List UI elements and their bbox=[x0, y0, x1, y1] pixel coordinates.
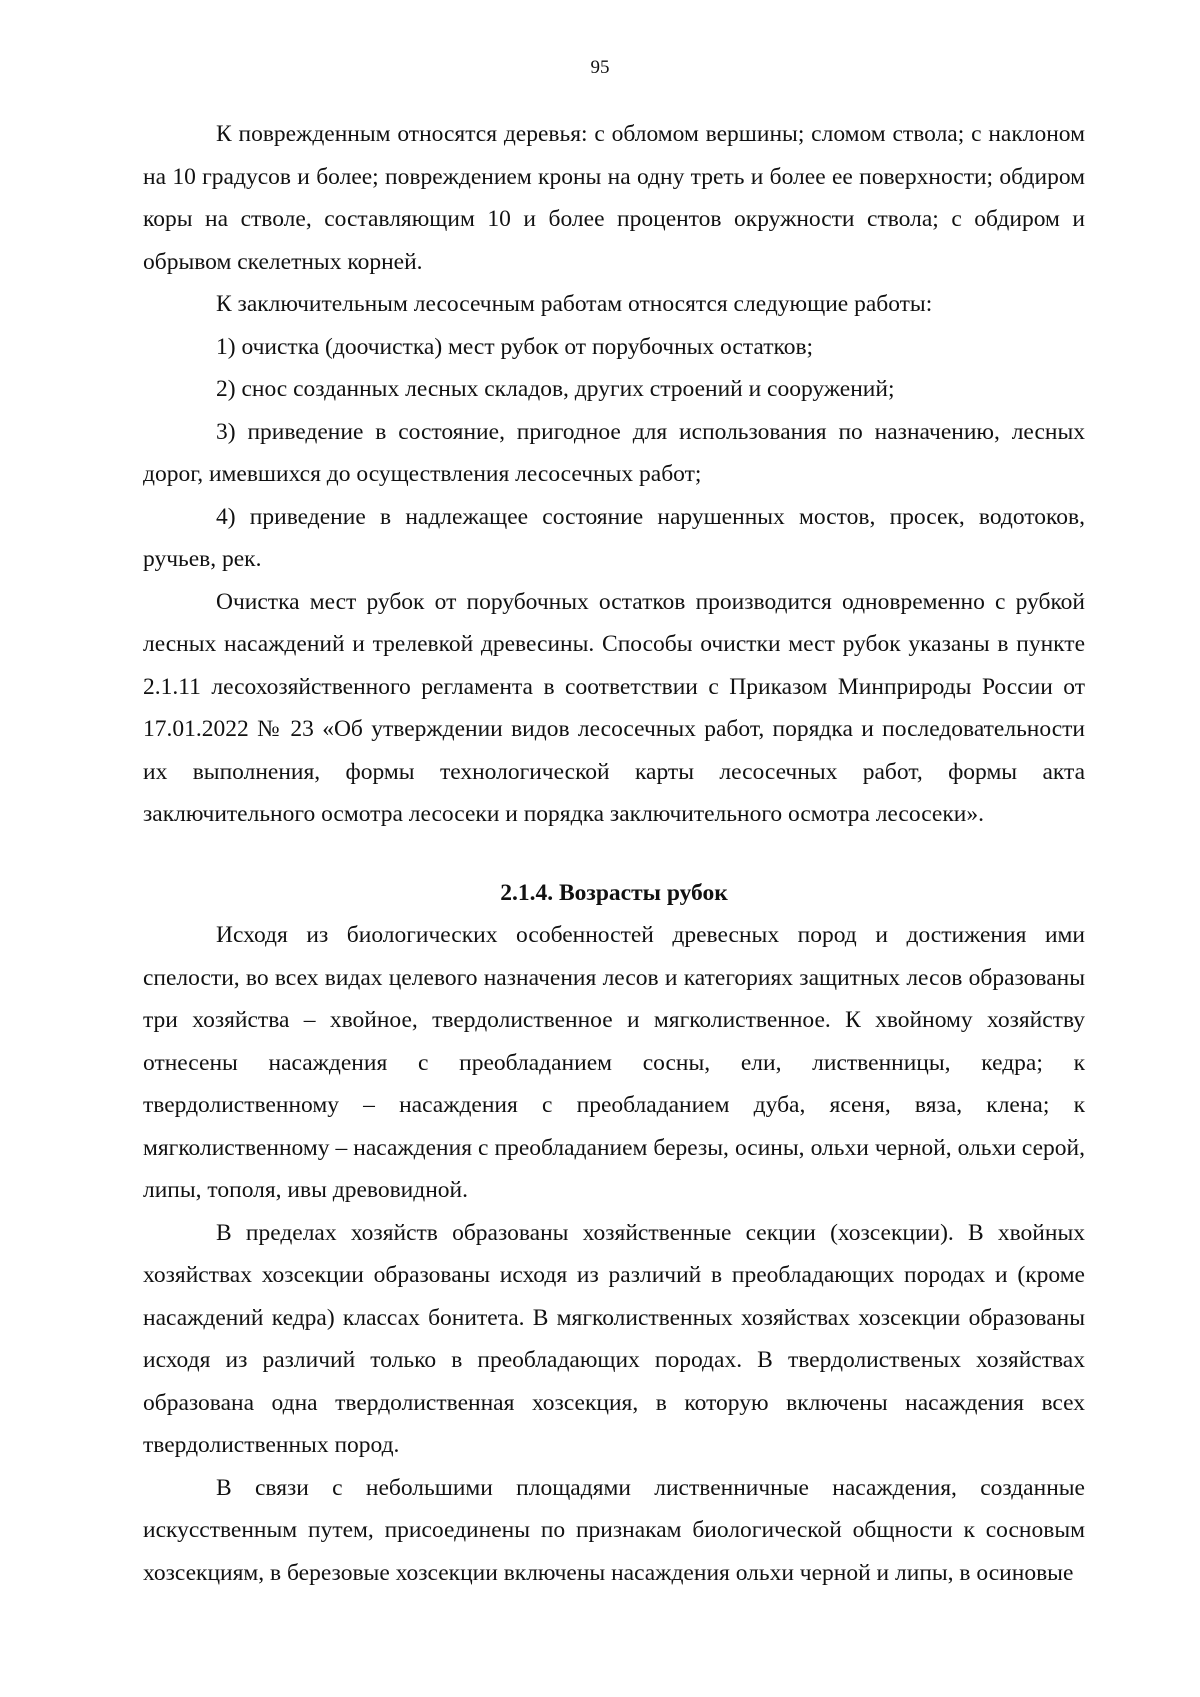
section-heading: 2.1.4. Возрасты рубок bbox=[500, 879, 728, 906]
paragraph-larch: В связи с небольшими площадями лиственничные насаждения, созданные искусственным путем, присоединены по признакам биологической общности к сосновым хозсекциям, в березовые хозсекции включены насаждения ольхи черной и липы, в осиновые bbox=[143, 1474, 1085, 1586]
list-item-3: 3) приведение в состояние, пригодное для использования по назначению, лесных дорог, имевшихся до осуществления лесосечных работ; bbox=[143, 418, 1085, 487]
paragraph-cleaning: Очистка мест рубок от порубочных остатков производится одновременно с рубкой лесных насаждений и трелевкой древесины. Способы очистки мест рубок указаны в пункте 2.1.11 лесохозяйственного регламента в соответствии с Приказом Минприроды России от 17.01.2022 № 23 «Об утверждении видов лесосечных работ, порядка и последовательности их выполнения, формы технологической карты лесосечных работ, формы акта заключительного осмотра лесосеки и порядка заключительного осмотра лесосеки». bbox=[143, 588, 1085, 827]
paragraph-damaged-trees: К поврежденным относятся деревья: с обломом вершины; сломом ствола; с наклоном на 10 градусов и более; повреждением кроны на одну треть и более ее поверхности; обдиром коры на стволе, составляющим 10 и более процентов окружности ствола; с обдиром и обрывом скелетных корней. bbox=[143, 121, 1085, 275]
list-item-2: 2) снос созданных лесных складов, других строений и сооружений; bbox=[216, 376, 895, 402]
list-item-4: 4) приведение в надлежащее состояние нарушенных мостов, просек, водотоков, ручьев, рек. bbox=[143, 503, 1085, 572]
page-content bbox=[143, 113, 1085, 1594]
list-item-1: 1) очистка (доочистка) мест рубок от порубочных остатков; bbox=[216, 333, 814, 360]
paragraph-final-works-intro: К заключительным лесосечным работам относятся следующие работы: bbox=[216, 291, 933, 317]
paragraph-farms: Исходя из биологических особенностей древесных пород и достижения ими спелости, во всех видах целевого назначения лесов и категориях защитных лесов образованы три хозяйства – хвойное, твердолиственное и мягколиственное. К хвойному хозяйству отнесены насаждения с преобладанием сосны, ели, лиственницы, кедра; к твердолиственному – насаждения с преобладанием дуба, ясеня, вяза, клена; к мягколиственному – насаждения с преобладанием березы, осины, ольхи черной, ольхи серой, липы, тополя, ивы древовидной. bbox=[143, 922, 1085, 1203]
page-number: 95 bbox=[590, 57, 610, 78]
paragraph-sections: В пределах хозяйств образованы хозяйственные секции (хозсекции). В хвойных хозяйствах хозсекции образованы исходя из различий в преобладающих породах и (кроме насаждений кедра) классах бонитета. В мягколиственных хозяйствах хозсекции образованы исходя из различий только в преобладающих породах. В твердолиственых хозяйствах образована одна твердолиственная хозсекция, в которую включены насаждения всех твердолиственных пород. bbox=[143, 1219, 1085, 1458]
